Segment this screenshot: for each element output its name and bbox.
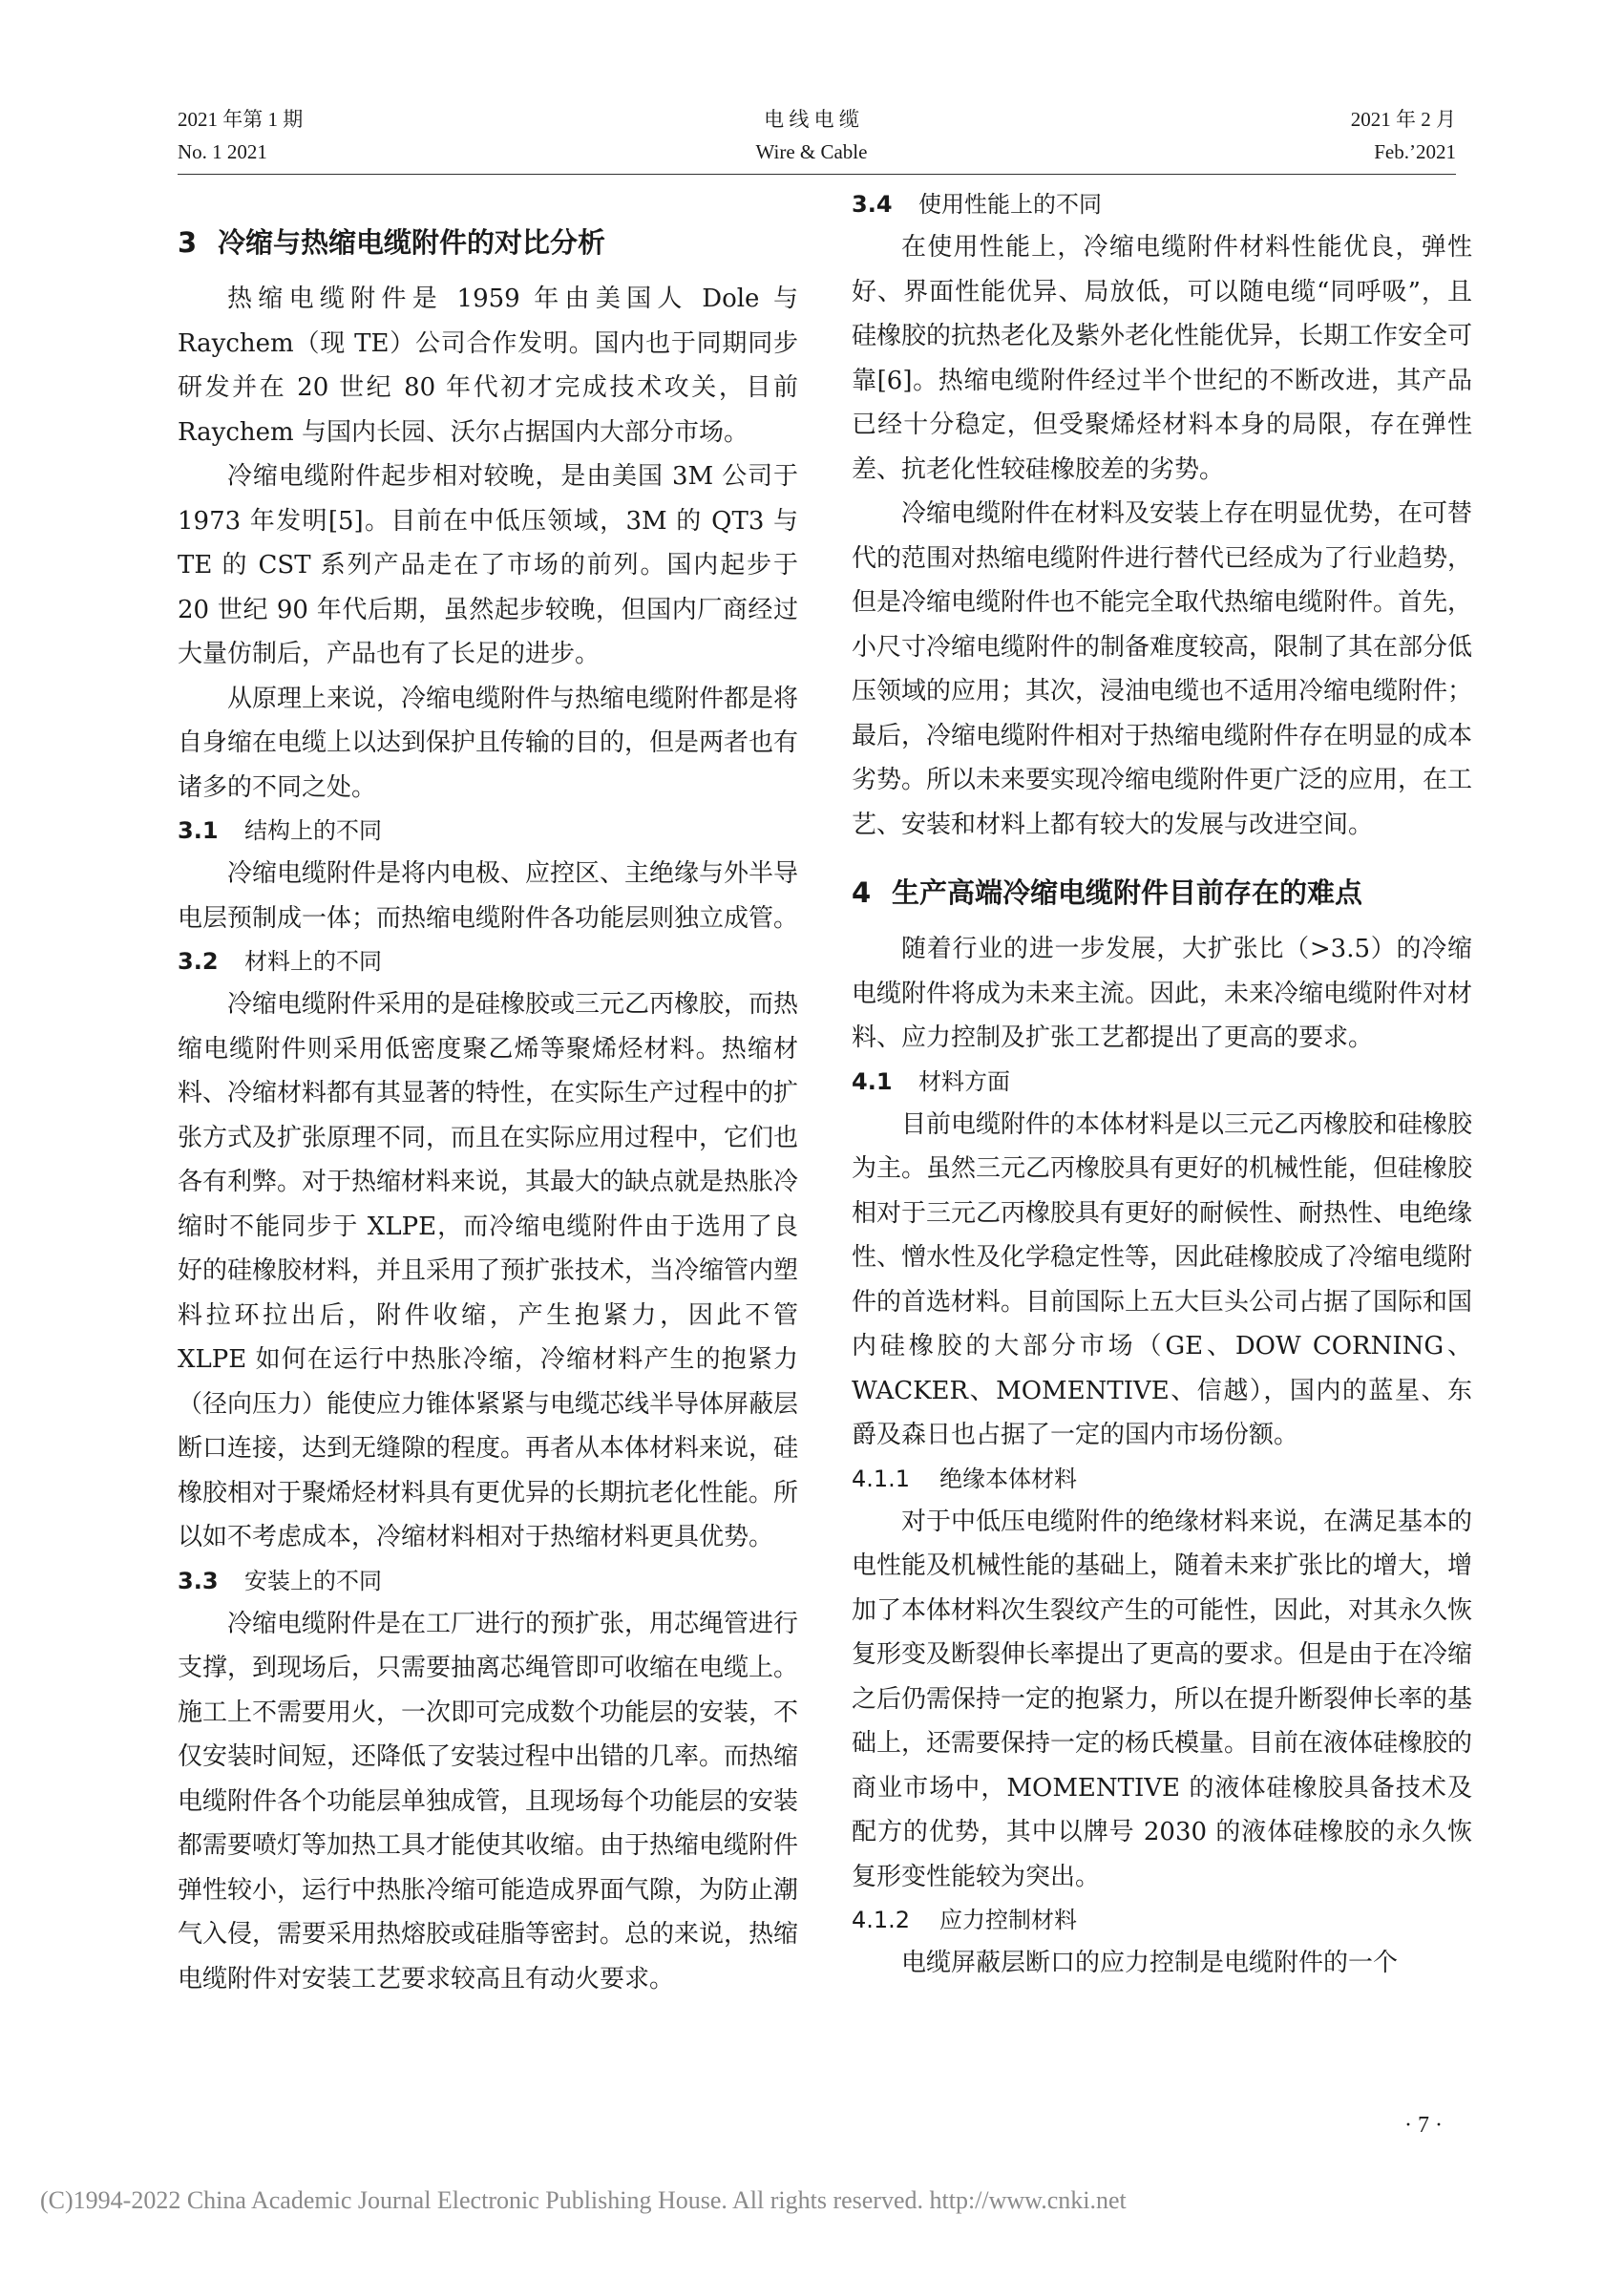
- journal-issue-cn: [178, 103, 303, 168]
- subsection-number: 4.1: [852, 1067, 893, 1095]
- paragraph: 冷缩电缆附件在材料及安装上存在明显优势，在可替代的范围对热缩电缆附件进行替代已经成为了行业趋势，但是冷缩电缆附件也不能完全取代热缩电缆附件。首先，小尺寸冷缩电缆附件的制备难度较高，限制了其在部分低压领域的应用；其次，浸油电缆也不适用冷缩电缆附件；最后，冷缩电缆附件相对于热缩电缆附件存在明显的成本劣势。所以未来要实现冷缩电缆附件更广泛的应用，在工艺、安装和材料上都有较大的发展与改进空间。: [852, 499, 1473, 839]
- paragraph: 电缆屏蔽层断口的应力控制是电缆附件的一个: [901, 1949, 1399, 1977]
- journal-date: [1351, 103, 1456, 168]
- subsection-title: 材料上的不同: [244, 948, 382, 975]
- section-title: 冷缩与热缩电缆附件的对比分析: [218, 226, 606, 259]
- paragraph: 从原理上来说，冷缩电缆附件与热缩电缆附件都是将自身缩在电缆上以达到保护且传输的目的，但是两者也有诸多的不同之处。: [178, 684, 799, 802]
- paragraph: 冷缩电缆附件起步相对较晚，是由美国 3M 公司于 1973 年发明[5]。目前在中低压领域，3M 的 QT3 与 TE 的 CST 系列产品走在了市场的前列。国内起步于 20 世纪 90 年代后期，虽然起步较晚，但国内厂商经过大量仿制后，产品也有了长足的进步。: [178, 462, 798, 668]
- paragraph: 在使用性能上，冷缩电缆附件材料性能优良，弹性好、界面性能优异、局放低，可以随电缆“同呼吸”，且硅橡胶的抗热老化及紫外老化性能优异，长期工作安全可靠[6]。热缩电缆附件经过半个世纪的不断改进，其产品已经十分稳定，但受聚烯烃材料本身的局限，存在弹性差、抗老化性较硅橡胶差的劣势。: [852, 233, 1473, 484]
- journal-title: [668, 103, 955, 168]
- subsection-title: 安装上的不同: [244, 1567, 382, 1594]
- subsubsection-heading: [852, 1899, 1472, 1941]
- subsection-heading: [852, 1061, 1472, 1103]
- section-number: 4: [852, 876, 872, 909]
- subsection-number: 3.3: [178, 1567, 219, 1594]
- journal-title-cn: 电 线 电 缆: [764, 108, 859, 131]
- subsection-number: 3.1: [178, 817, 219, 844]
- journal-title-en: Wire & Cable: [755, 140, 868, 163]
- subsection-title: 结构上的不同: [244, 817, 382, 844]
- paragraph: 冷缩电缆附件采用的是硅橡胶或三元乙丙橡胶，而热缩电缆附件则采用低密度聚乙烯等聚烯烃材料。热缩材料、冷缩材料都有其显著的特性，在实际生产过程中的扩张方式及扩张原理不同，而且在实际应用过程中，它们也各有利弊。对于热缩材料来说，其最大的缺点就是热胀冷缩时不能同步于 XLPE，而冷缩电缆附件由于选用了良好的硅橡胶材料，并且采用了预扩张技术，当冷缩管内塑料拉环拉出后，附件收缩，产生抱紧力，因此不管 XLPE 如何在运行中热胀冷缩，冷缩材料产生的抱紧力（径向压力）能使应力锥体紧紧与电缆芯线半导体屏蔽层断口连接，达到无缝隙的程度。再者从本体材料来说，硅橡胶相对于聚烯烃材料具有更优异的长期抗老化性能。所以如不考虑成本，冷缩材料相对于热缩材料更具优势。: [178, 990, 799, 1551]
- left-column: [178, 197, 798, 2001]
- date-cn-text: 2021 年 2 月: [1350, 108, 1456, 131]
- date-en-text: Feb.’2021: [1374, 140, 1456, 163]
- subsection-heading: [178, 1560, 798, 1602]
- section-title: 生产高端冷缩电缆附件目前存在的难点: [892, 876, 1363, 909]
- issue-en-text: No. 1 2021: [178, 140, 267, 163]
- section-heading: [852, 872, 1472, 914]
- subsubsection-title: 绝缘本体材料: [939, 1465, 1077, 1492]
- paragraph: 目前电缆附件的本体材料是以三元乙丙橡胶和硅橡胶为主。虽然三元乙丙橡胶具有更好的机械性能，但硅橡胶相对于三元乙丙橡胶具有更好的耐候性、耐热性、电绝缘性、憎水性及化学稳定性等，因此硅橡胶成了冷缩电缆附件的首选材料。目前国际上五大巨头公司占据了国际和国内硅橡胶的大部分市场（GE、DOW CORNING、WACKER、MOMENTIVE、信越），国内的蓝星、东爵及森日也占据了一定的国内市场份额。: [852, 1109, 1473, 1449]
- subsubsection-number: 4.1.2: [852, 1907, 911, 1933]
- paragraph: 冷缩电缆附件是在工厂进行的预扩张，用芯绳管进行支撑，到现场后，只需要抽离芯绳管即可收缩在电缆上。施工上不需要用火，一次即可完成数个功能层的安装，不仅安装时间短，还降低了安装过程中出错的几率。而热缩电缆附件各个功能层单独成管，且现场每个功能层的安装都需要喷灯等加热工具才能使其收缩。由于热缩电缆附件弹性较小，运行中热胀冷缩可能造成界面气隙，为防止潮气入侵，需要采用热熔胶或硅脂等密封。总的来说，热缩电缆附件对安装工艺要求较高且有动火要求。: [178, 1609, 799, 1993]
- section-heading: [178, 221, 798, 264]
- section-number: 3: [178, 226, 198, 259]
- subsubsection-number: 4.1.1: [852, 1465, 911, 1492]
- issue-cn-text: 2021 年第 1 期: [178, 108, 304, 131]
- subsection-heading: [178, 810, 798, 852]
- right-column: [852, 191, 1473, 1986]
- paragraph: 对于中低压电缆附件的绝缘材料来说，在满足基本的电性能及机械性能的基础上，随着未来扩张比的增大，增加了本体材料次生裂纹产生的可能性，因此，对其永久恢复形变及断裂伸长率提出了更高的要求。但是由于在冷缩之后仍需保持一定的抱紧力，所以在提升断裂伸长率的基础上，还需要保持一定的杨氏模量。目前在液体硅橡胶的商业市场中，MOMENTIVE 的液体硅橡胶具备技术及配方的优势，其中以牌号 2030 的液体硅橡胶的永久恢复形变性能较为突出。: [852, 1507, 1473, 1891]
- subsection-heading: [852, 183, 1472, 225]
- paragraph: 冷缩电缆附件是将内电极、应控区、主绝缘与外半导电层预制成一体；而热缩电缆附件各功能层则独立成管。: [178, 859, 799, 933]
- subsubsection-heading: [852, 1458, 1472, 1500]
- subsection-title: 材料方面: [918, 1067, 1010, 1095]
- subsection-heading: [178, 940, 798, 982]
- copyright-footer: (C)1994-2022 China Academic Journal Electronic Publishing House. All rights reserved. http://www.cnki.net: [40, 2186, 1127, 2214]
- page-number: · 7 ·: [1404, 2113, 1443, 2138]
- subsection-number: 3.2: [178, 948, 219, 975]
- subsubsection-title: 应力控制材料: [939, 1907, 1077, 1933]
- paragraph: 随着行业的进一步发展，大扩张比（>3.5）的冷缩电缆附件将成为未来主流。因此，未来冷缩电缆附件对材料、应力控制及扩张工艺都提出了更高的要求。: [852, 935, 1473, 1052]
- paragraph: 热缩电缆附件是 1959 年由美国人 Dole 与 Raychem（现 TE）公司合作发明。国内也于同期同步研发并在 20 世纪 80 年代初才完成技术攻关，目前 Raychem 与国内长园、沃尔占据国内大部分市场。: [178, 285, 798, 447]
- subsection-title: 使用性能上的不同: [918, 191, 1102, 218]
- subsection-number: 3.4: [852, 191, 893, 218]
- header-rule: [178, 174, 1456, 175]
